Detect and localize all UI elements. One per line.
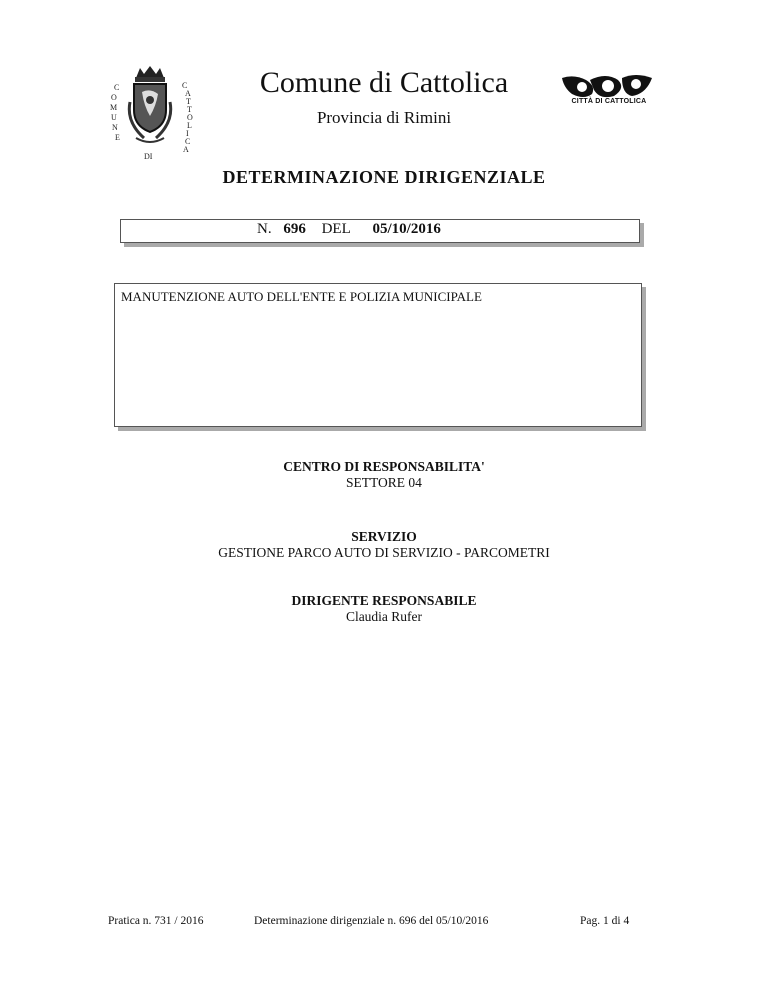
crest-letter-e: E (115, 133, 120, 142)
crest-letter-l: L (187, 121, 192, 130)
responsibility-center-section (0, 459, 768, 491)
crest-letter-c2: C (182, 81, 188, 90)
crest-letter-n: N (112, 123, 118, 132)
city-logo-label: CITTÀ DI CATTOLICA (571, 98, 647, 105)
footer-pratica: Pratica n. 731 / 2016 (108, 915, 204, 927)
document-date: 05/10/2016 (372, 221, 441, 237)
manager-label: DIRIGENTE RESPONSABILE (291, 593, 477, 608)
crest-letter-m: M (110, 103, 118, 112)
crest-letter-i: I (186, 129, 189, 138)
number-date-box (120, 219, 640, 243)
crest-letter-t2: T (187, 105, 192, 114)
service-section (0, 529, 768, 561)
crest-letter-o2: O (187, 113, 193, 122)
manager-section (0, 593, 768, 625)
crest-letter-t: T (186, 97, 191, 106)
province-name: Provincia di Rimini (316, 108, 452, 127)
crest-letter-a: A (185, 89, 191, 98)
crest-letter-u: U (111, 113, 117, 122)
subject-box (114, 283, 642, 427)
number-label: N. (257, 221, 272, 237)
footer-reference: Determinazione dirigenziale n. 696 del 05/10/2016 (254, 915, 489, 927)
crest-letters-di: DI (144, 152, 153, 161)
number-date-line (257, 221, 453, 238)
document-type: DETERMINAZIONE DIRIGENZIALE (222, 167, 546, 187)
document-number: 696 (283, 221, 306, 237)
responsibility-center-value: SETTORE 04 (346, 475, 422, 490)
crest-letter-o: O (111, 93, 117, 102)
city-logo-icon (556, 72, 662, 118)
crest-letter-c3: C (185, 137, 191, 146)
footer-page-number: Pag. 1 di 4 (580, 915, 630, 927)
document-subject: MANUTENZIONE AUTO DELL'ENTE E POLIZIA MUNICIPALE (121, 289, 482, 304)
responsibility-center-label: CENTRO DI RESPONSABILITA' (283, 459, 485, 474)
municipality-name: Comune di Cattolica (259, 66, 509, 99)
manager-name: Claudia Rufer (345, 609, 423, 624)
date-label: DEL (321, 221, 351, 237)
crest-letter-a2: A (183, 145, 189, 154)
service-label: SERVIZIO (351, 529, 417, 544)
service-value: GESTIONE PARCO AUTO DI SERVIZIO - PARCOMETRI (218, 545, 550, 560)
crest-letter-c: C (114, 83, 120, 92)
